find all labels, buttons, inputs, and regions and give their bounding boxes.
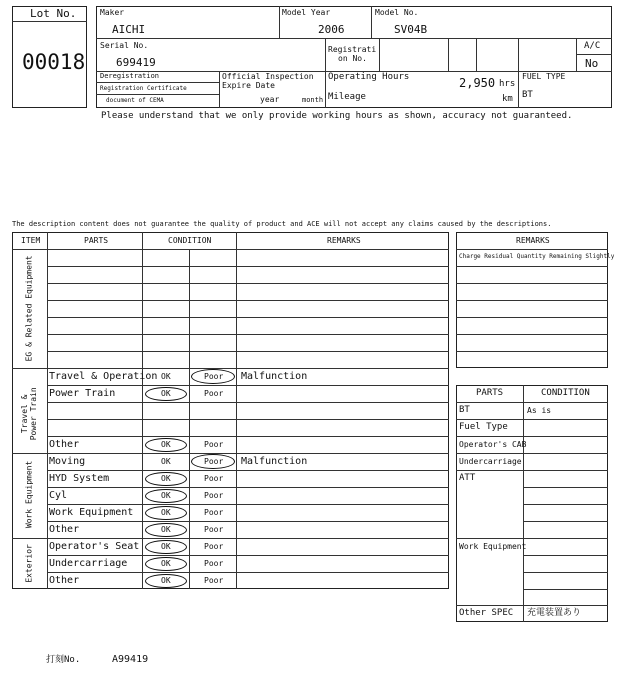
serial-value: 699419 xyxy=(116,56,156,69)
part-hyd-system: HYD System xyxy=(49,473,110,484)
poor-undercarriage: Poor xyxy=(204,559,224,568)
deregistration-label: Deregistration xyxy=(100,72,160,80)
header-remarks: REMARKS xyxy=(327,236,361,245)
model-year-label: Model Year xyxy=(282,8,331,17)
condition-table xyxy=(12,232,449,589)
disclaimer-text: The description content does not guarantee the quality of product and ACE will not accept any claims caused by the descriptions. xyxy=(12,220,552,228)
group-exterior: Exterior xyxy=(24,544,34,583)
inspection-label: Official Inspection xyxy=(222,72,314,81)
fuel-label: Fuel Type xyxy=(459,422,508,432)
poor-exterior-other: Poor xyxy=(204,576,224,585)
part-moving: Moving xyxy=(49,456,86,467)
part-power-train: Power Train xyxy=(49,388,116,399)
poor-work-equipment: Poor xyxy=(204,508,224,517)
part-travel-operation: Travel & Operation xyxy=(49,371,158,382)
header-item: ITEM xyxy=(21,236,41,245)
ok-moving: OK xyxy=(161,457,171,466)
ok-exterior-other: OK xyxy=(161,576,171,585)
part-exterior-other: Other xyxy=(49,575,80,586)
serial-label: Serial No. xyxy=(100,41,149,50)
parts-header: PARTS xyxy=(476,388,504,398)
stamp-value: A99419 xyxy=(112,654,149,665)
poor-power-train: Poor xyxy=(204,389,224,398)
ok-power-train: OK xyxy=(161,389,171,398)
att-label: ATT xyxy=(459,473,476,483)
registration-label-2: on No. xyxy=(338,54,367,63)
hrs-unit: hrs xyxy=(499,79,516,89)
model-no-value: SV04B xyxy=(394,23,428,36)
poor-travel-other: Poor xyxy=(204,440,224,449)
ac-label: A/C xyxy=(584,41,601,51)
stamp-label: 打刻No. xyxy=(46,655,81,665)
other-spec-label: Other SPEC xyxy=(459,608,514,618)
remark-travel-operation: Malfunction xyxy=(241,371,308,382)
part-undercarriage: Undercarriage xyxy=(49,558,128,569)
ok-hyd-system: OK xyxy=(161,474,171,483)
ok-operators-seat: OK xyxy=(161,542,171,551)
poor-operators-seat: Poor xyxy=(204,542,224,551)
lot-number: 00018 xyxy=(22,50,86,74)
maker-label: Maker xyxy=(100,8,125,17)
undercarriage-label: Undercarriage xyxy=(459,457,522,466)
poor-moving: Poor xyxy=(204,457,224,466)
fuel-type-label: FUEL TYPE xyxy=(522,72,566,81)
work-equipment-label: Work Equipment xyxy=(459,542,527,551)
ok-cyl: OK xyxy=(161,491,171,500)
part-travel-other: Other xyxy=(49,439,80,450)
group-eg: EG & Related Equipment xyxy=(24,255,34,362)
ok-travel-operation: OK xyxy=(161,372,171,381)
remark-moving: Malfunction xyxy=(241,456,308,467)
year-label: year xyxy=(260,95,280,104)
group-work-equipment: Work Equipment xyxy=(24,460,34,529)
inspection-label-2: Expire Date xyxy=(222,81,275,90)
cab-label: Operator's CAB xyxy=(459,440,527,449)
ok-undercarriage: OK xyxy=(161,559,171,568)
poor-cyl: Poor xyxy=(204,491,224,500)
operating-hours-label: Operating Hours xyxy=(328,72,410,82)
registration-label: Registrati xyxy=(328,45,377,54)
part-work-other: Other xyxy=(49,524,80,535)
condition-header: CONDITION xyxy=(541,388,590,398)
bt-label: BT xyxy=(459,405,470,415)
header-condition: CONDITION xyxy=(168,236,212,245)
km-unit: km xyxy=(502,94,513,104)
poor-work-other: Poor xyxy=(204,525,224,534)
operating-hours-value: 2,950 xyxy=(459,76,496,90)
other-spec-value: 充電装置あり xyxy=(527,608,582,618)
remarks-header: REMARKS xyxy=(516,236,550,245)
poor-hyd-system: Poor xyxy=(204,474,224,483)
lot-label: Lot No. xyxy=(30,7,77,20)
mileage-label: Mileage xyxy=(328,92,366,102)
bt-value: As is xyxy=(527,406,552,415)
ac-value: No xyxy=(585,57,599,70)
month-label: month xyxy=(302,96,324,104)
part-work-equipment: Work Equipment xyxy=(49,507,134,518)
model-year-value: 2006 xyxy=(318,23,345,36)
maker-value: AICHI xyxy=(112,23,146,36)
ok-work-other: OK xyxy=(161,525,171,534)
group-travel-power xyxy=(21,376,39,452)
model-no-label: Model No. xyxy=(375,8,419,17)
registration-certificate-label: Registration Certificate xyxy=(100,85,187,92)
cema-label: document of CEMA xyxy=(106,97,164,104)
part-operators-seat: Operator's Seat xyxy=(49,541,140,552)
ok-travel-other: OK xyxy=(161,440,171,449)
fuel-type-value: BT xyxy=(522,90,533,100)
part-cyl: Cyl xyxy=(49,490,68,501)
poor-travel-operation: Poor xyxy=(204,372,224,381)
group-travel-power-label: Travel & Power Train xyxy=(20,387,38,441)
header-parts: PARTS xyxy=(84,236,109,245)
remarks-row-1: Charge Residual Quantity Remaining Slightly xyxy=(459,253,615,260)
notice-text: Please understand that we only provide working hours as shown, accuracy not guaranteed. xyxy=(101,111,573,121)
ok-work-equipment: OK xyxy=(161,508,171,517)
